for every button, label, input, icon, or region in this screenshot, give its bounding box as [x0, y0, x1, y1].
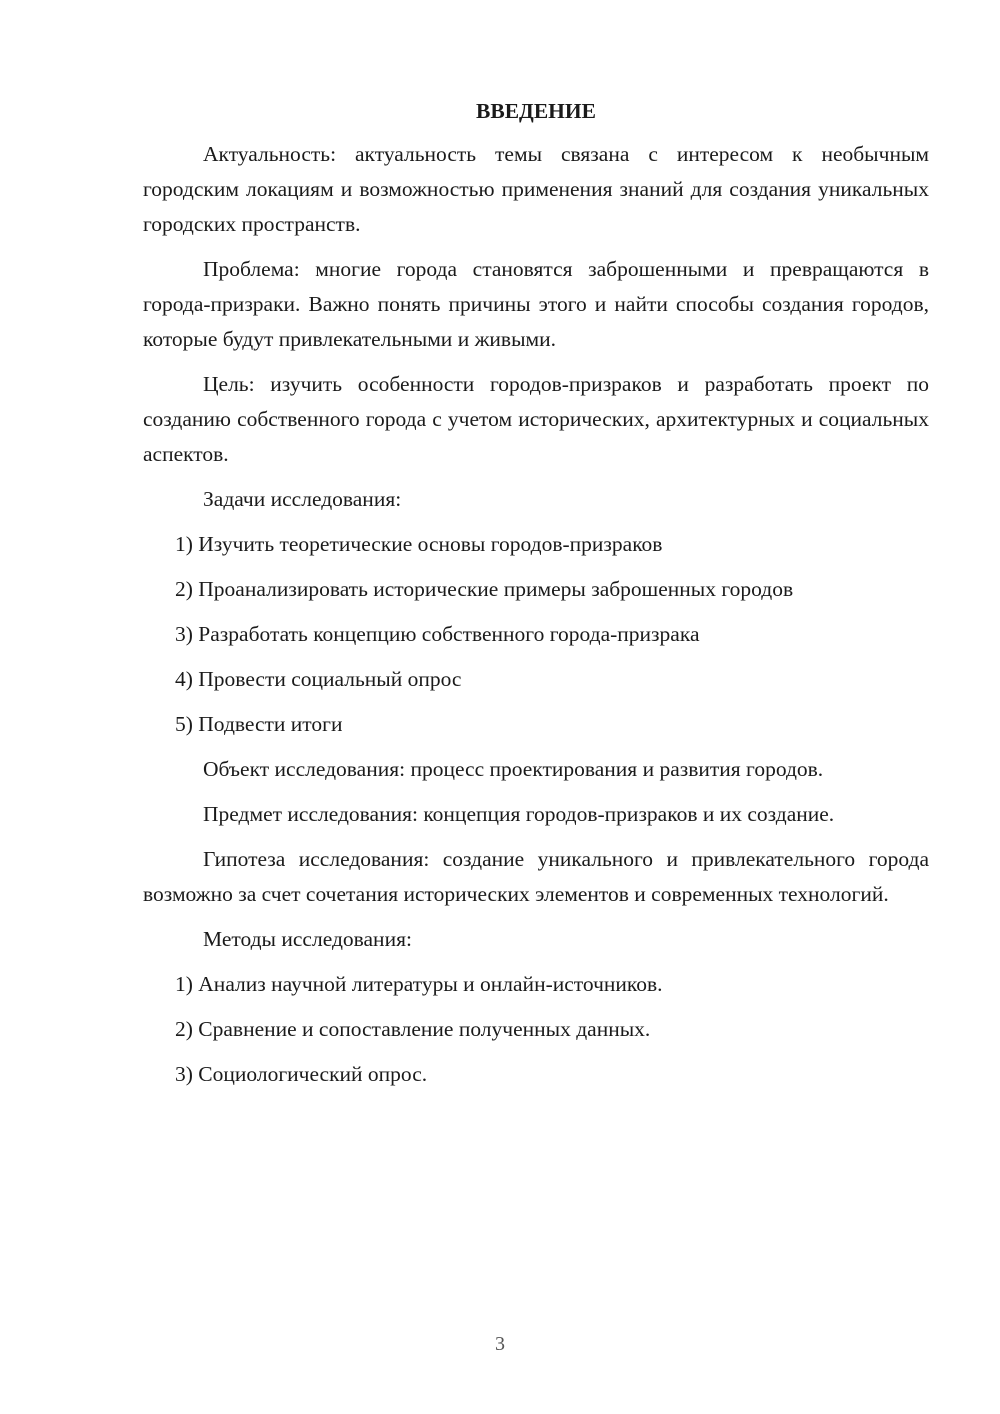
list-item: 3) Разработать концепцию собственного города-призрака [175, 622, 700, 646]
list-item: 2) Сравнение и сопоставление полученных данных. [175, 1017, 651, 1041]
goal-paragraph: Цель: изучить особенности городов-призраков и разработать проект по созданию собственного города с учетом исторических, архитектурных и социальных аспектов. [143, 372, 929, 466]
subject-paragraph: Предмет исследования: концепция городов-призраков и их создание. [203, 802, 835, 826]
list-item: 3) Социологический опрос. [175, 1062, 428, 1086]
list-item: 1) Анализ научной литературы и онлайн-источников. [175, 972, 663, 996]
methods-list [143, 967, 929, 1092]
page-number: 3 [495, 1333, 505, 1355]
page-title: ВВЕДЕНИЕ [476, 99, 596, 123]
list-item: 1) Изучить теоретические основы городов-призраков [175, 532, 663, 556]
problem-paragraph: Проблема: многие города становятся заброшенными и превращаются в города-призраки. Важно понять причины этого и найти способы создания городов, которые будут привлекательными и живыми. [143, 257, 929, 351]
list-item: 2) Проанализировать исторические примеры заброшенных городов [175, 577, 794, 601]
methods-heading: Методы исследования: [203, 927, 412, 951]
list-item: 4) Провести социальный опрос [175, 667, 462, 691]
page-content [143, 94, 929, 1102]
list-item: 5) Подвести итоги [175, 712, 343, 736]
tasks-list [143, 527, 929, 742]
tasks-heading: Задачи исследования: [203, 487, 402, 511]
object-paragraph: Объект исследования: процесс проектирования и развития городов. [203, 757, 824, 781]
relevance-paragraph: Актуальность: актуальность темы связана с интересом к необычным городским локациям и возможностью применения знаний для создания уникальных городских пространств. [143, 142, 929, 236]
hypothesis-paragraph: Гипотеза исследования: создание уникального и привлекательного города возможно за счет сочетания исторических элементов и современных технологий. [143, 847, 929, 906]
